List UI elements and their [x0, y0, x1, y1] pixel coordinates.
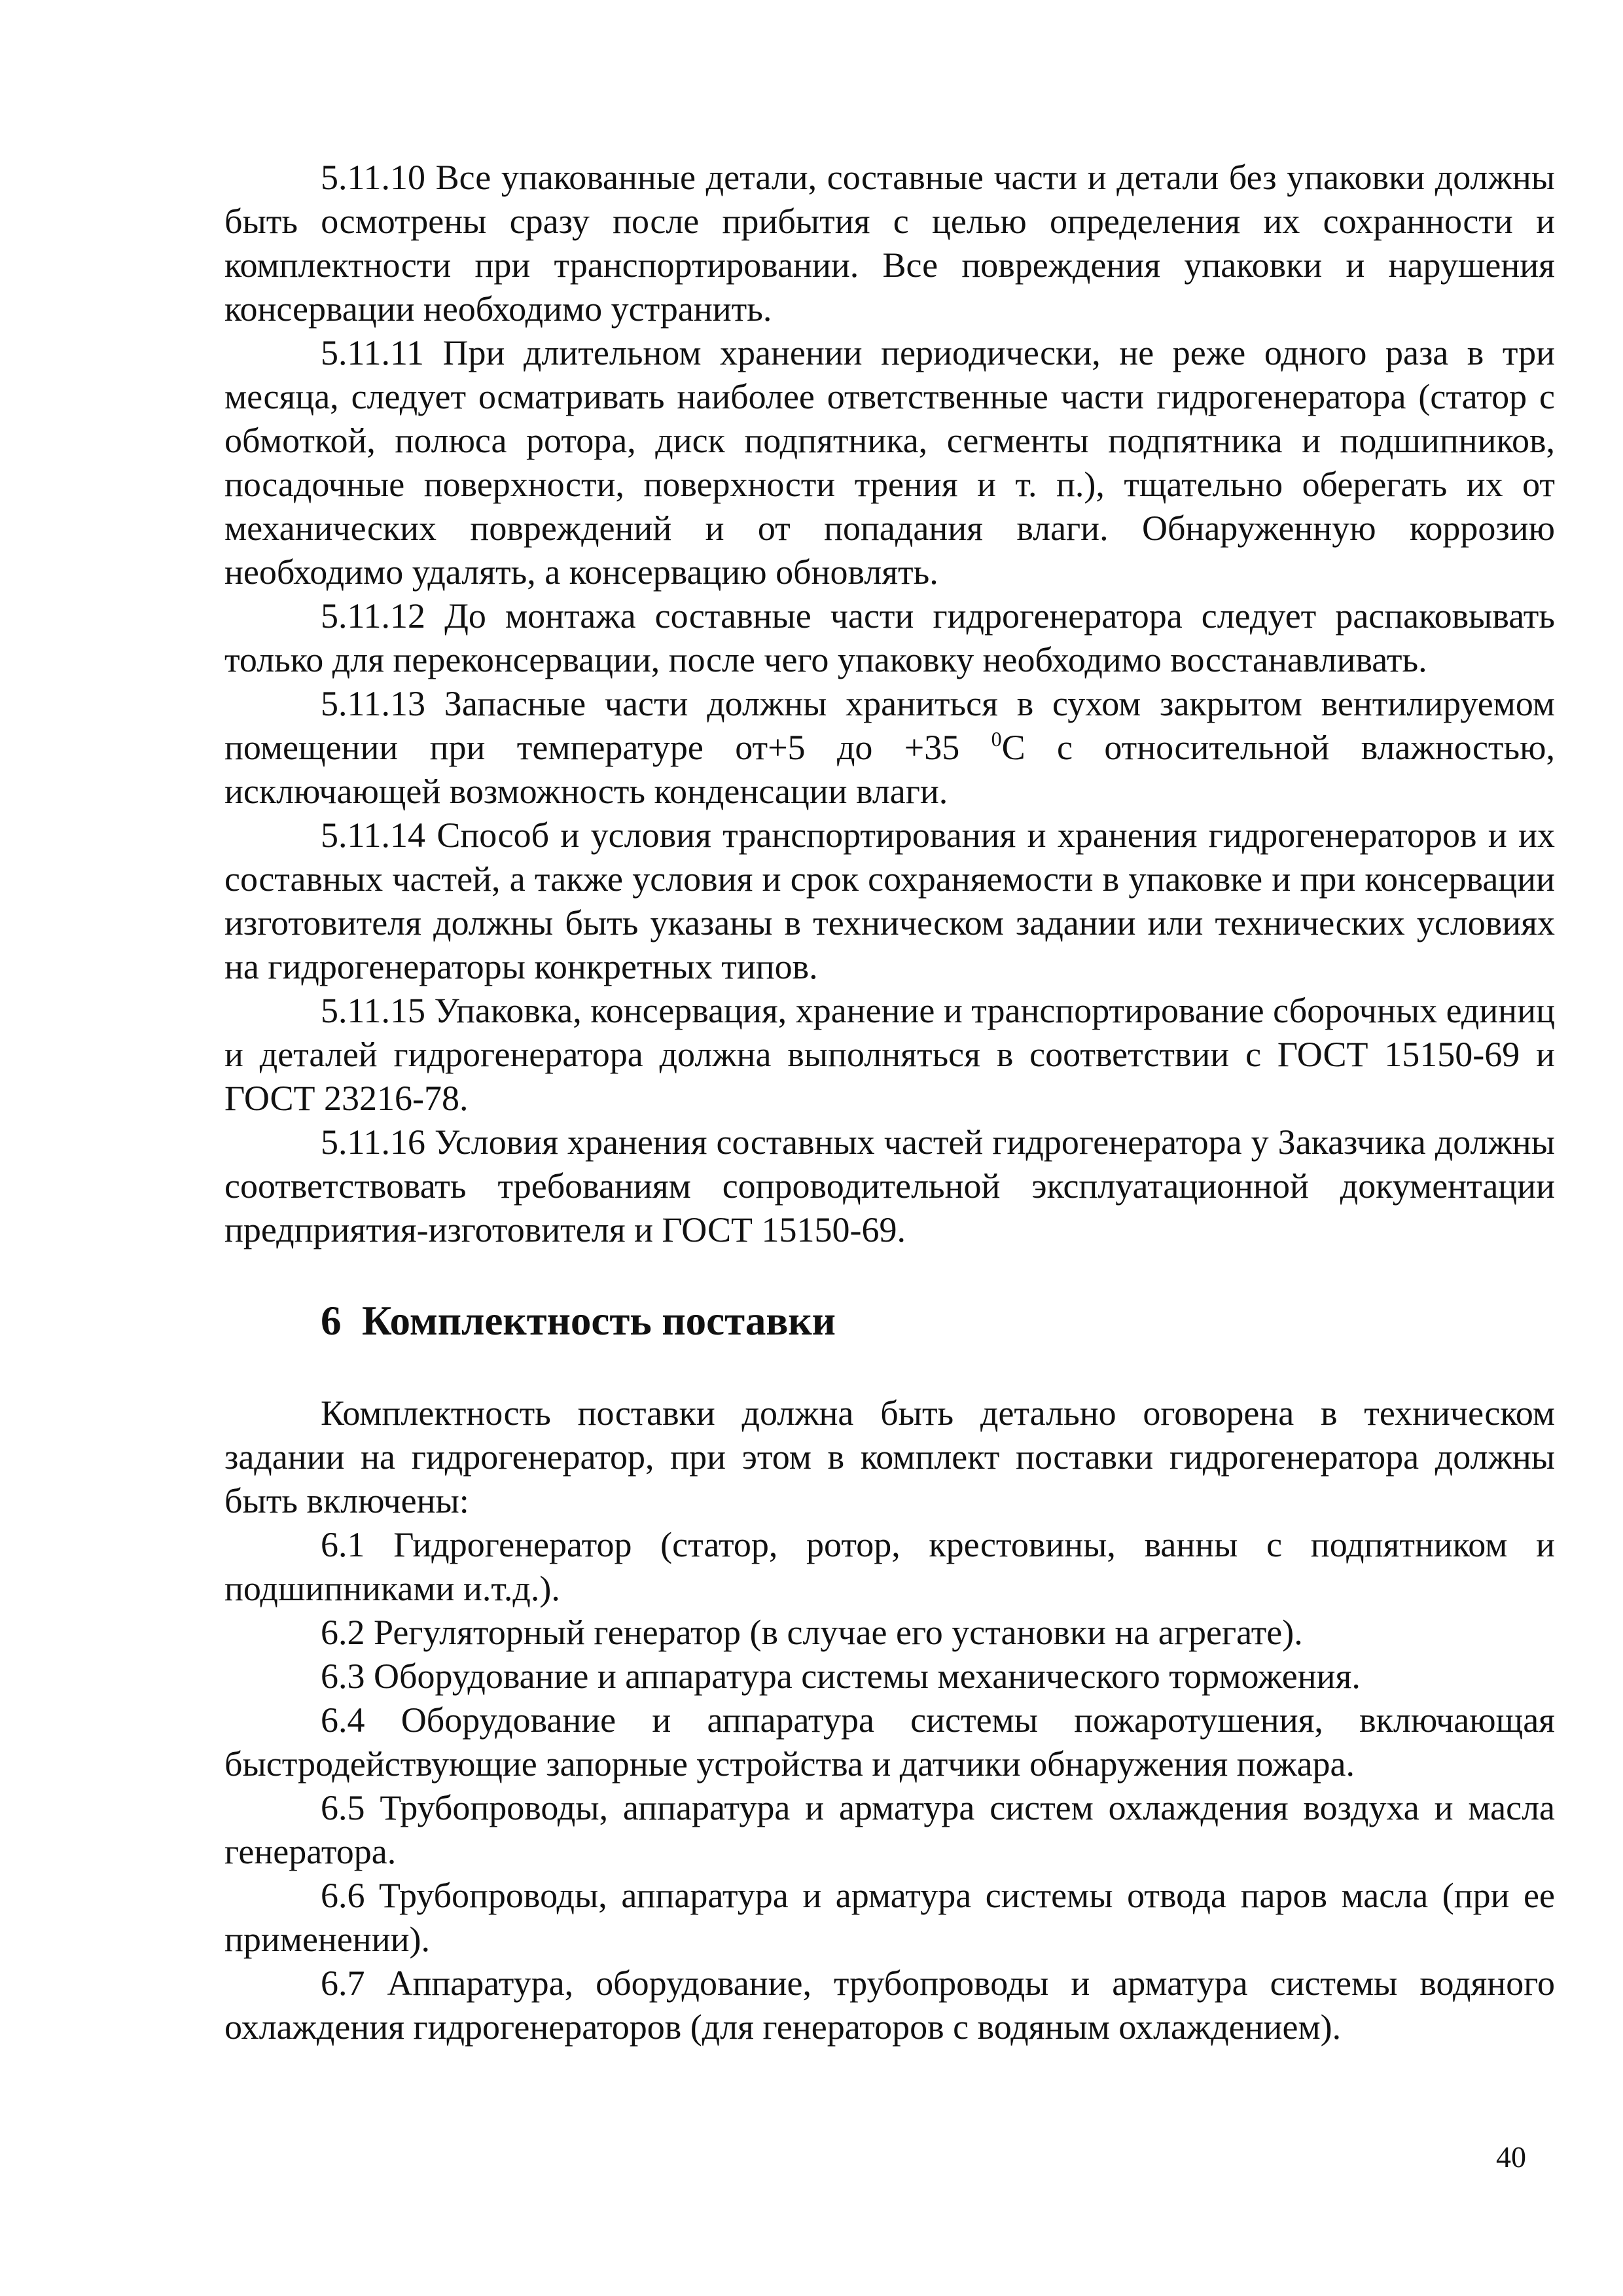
spacer	[224, 1347, 1555, 1391]
paragraph-5-11-12: 5.11.12 До монтажа составные части гидрогенератора следует распаковывать только для переконсервации, после чего упаковку необходимо восстанавливать.	[224, 596, 1555, 679]
section-number: 6	[321, 1298, 342, 1344]
list-item-6-6: 6.6 Трубопроводы, аппаратура и арматура системы отвода паров масла (при ее применении).	[224, 1876, 1555, 1959]
paragraph-5-11-14: 5.11.14 Способ и условия транспортирования и хранения гидрогенераторов и их составных частей, а также условия и срок сохраняемости в упаковке и при консервации изготовителя должны быть указаны в техническом задании или технических условиях на гидрогенераторы конкретных типов.	[224, 816, 1555, 986]
list-item-6-5: 6.5 Трубопроводы, аппаратура и арматура систем охлаждения воздуха и масла генератора.	[224, 1788, 1555, 1871]
paragraph-5-11-10: 5.11.10 Все упакованные детали, составные части и детали без упаковки должны быть осмотрены сразу после прибытия с целью определения их сохранности и комплектности при транспортировании. Все повреждения упаковки и нарушения консервации необходимо устранить.	[224, 158, 1555, 329]
paragraph-5-11-13-text-before: 5.11.13 Запасные части должны храниться в сухом закрытом вентилируемом помещении при температуре от+5 до +35	[224, 684, 1555, 767]
section-heading	[224, 1295, 1555, 1347]
list-item-6-4: 6.4 Оборудование и аппаратура системы пожаротушения, включающая быстродействующие запорные устройства и датчики обнаружения пожара.	[224, 1700, 1555, 1784]
list-item-6-7: 6.7 Аппаратура, оборудование, трубопроводы и арматура системы водяного охлаждения гидрогенераторов (для генераторов с водяным охлаждением).	[224, 1964, 1555, 2047]
section-title: Комплектность поставки	[362, 1298, 836, 1344]
paragraph-5-11-13-text-after: С с относительной влажностью, исключающей возможность конденсации влаги.	[224, 728, 1555, 811]
spacer	[224, 1252, 1555, 1295]
paragraph-5-11-11: 5.11.11 При длительном хранении периодически, не реже одного раза в три месяца, следует осматривать наиболее ответственные части гидрогенератора (статор с обмоткой, полюса ротора, диск подпятника, сегменты подпятника и подшипников, посадочные поверхности, поверхности трения и т. п.), тщательно оберегать их от механических повреждений и от попадания влаги. Обнаруженную коррозию необходимо удалять, а консервацию обновлять.	[224, 333, 1555, 592]
paragraph-5-11-15: 5.11.15 Упаковка, консервация, хранение и транспортирование сборочных единиц и деталей гидрогенератора должна выполняться в соответствии с ГОСТ 15150-69 и ГОСТ 23216-78.	[224, 991, 1555, 1118]
list-item-6-3: 6.3 Оборудование и аппаратура системы механического торможения.	[321, 1657, 1361, 1696]
page-number: 40	[1496, 2140, 1526, 2174]
paragraph-5-11-13	[224, 682, 1555, 814]
list-item-6-2: 6.2 Регуляторный генератор (в случае его установки на агрегате).	[321, 1613, 1303, 1652]
paragraph-5-11-16: 5.11.16 Условия хранения составных частей гидрогенератора у Заказчика должны соответствовать требованиям сопроводительной эксплуатационной документации предприятия-изготовителя и ГОСТ 15150-69.	[224, 1122, 1555, 1249]
list-item-6-1: 6.1 Гидрогенератор (статор, ротор, крестовины, ванны с подпятником и подшипниками и.т.д.).	[224, 1525, 1555, 1608]
degree-superscript: 0	[991, 727, 1002, 751]
page-body	[224, 156, 1555, 2049]
section-intro: Комплектность поставки должна быть детально оговорена в техническом задании на гидрогенератор, при этом в комплект поставки гидрогенератора должны быть включены:	[224, 1393, 1555, 1520]
